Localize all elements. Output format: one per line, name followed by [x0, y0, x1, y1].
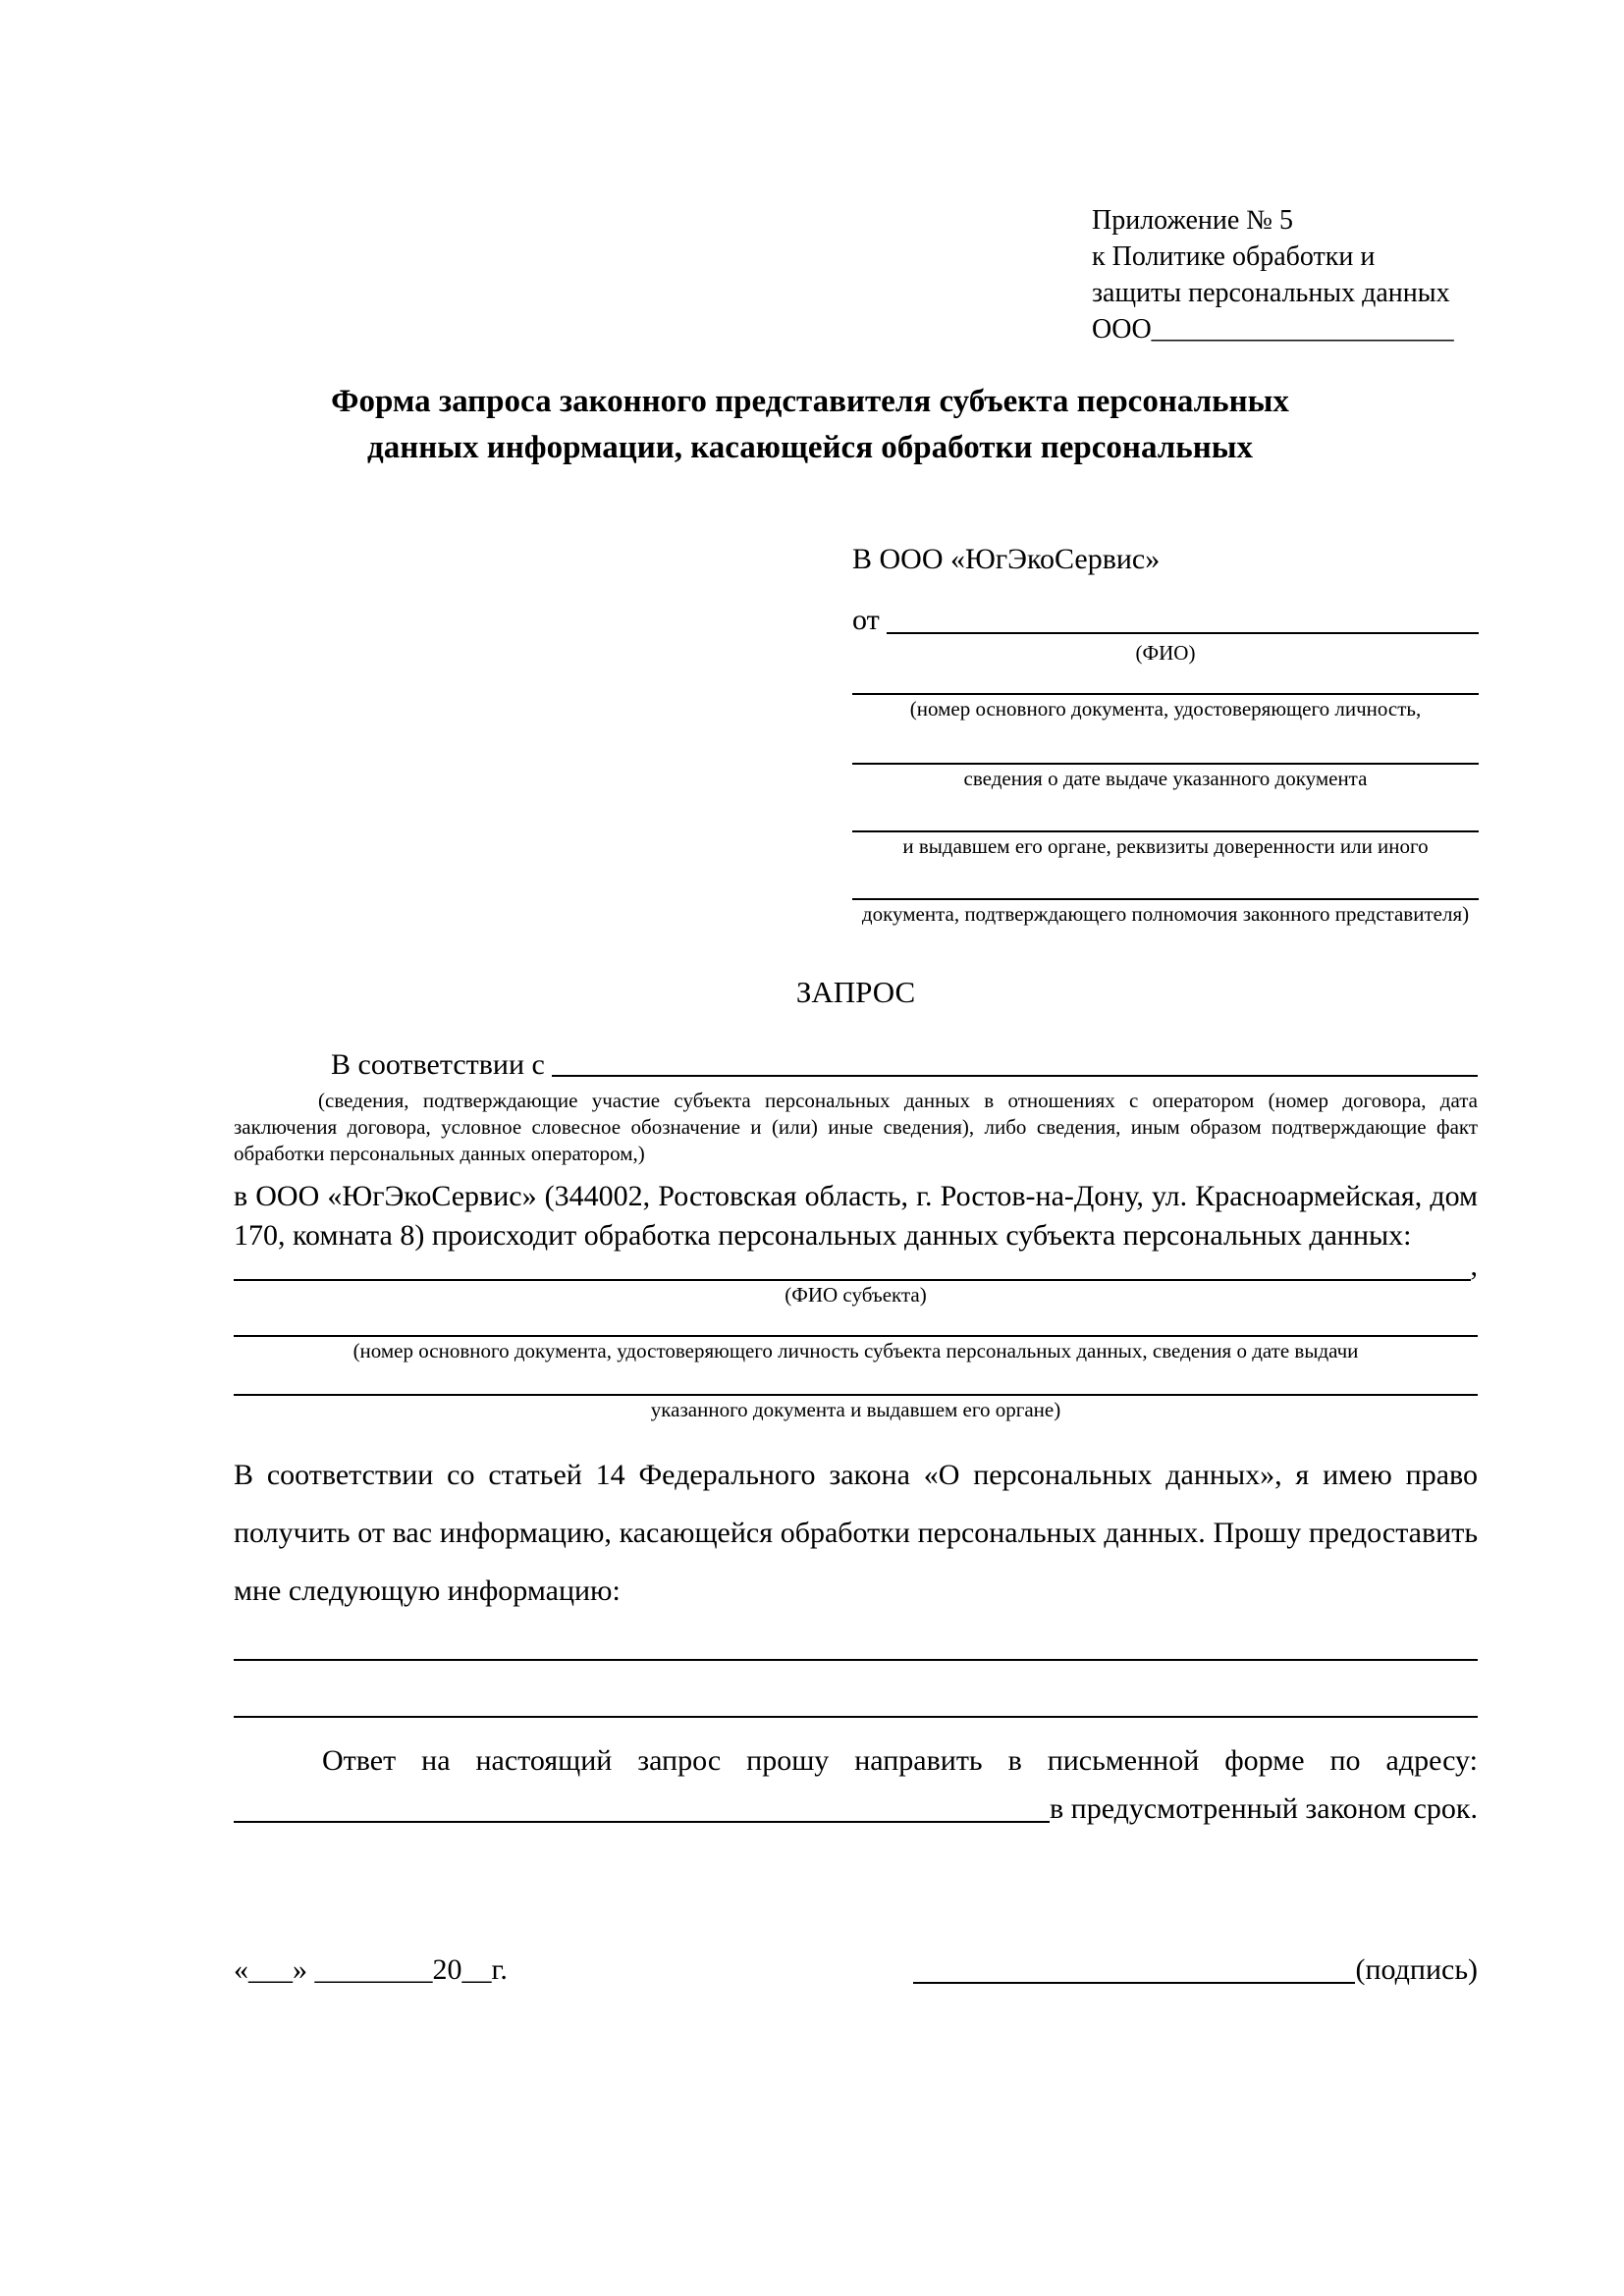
representative-doc-blank-2[interactable]: [852, 721, 1479, 765]
rights-paragraph: В соответствии со статьей 14 Федерального закона «О персональных данных», я имею право получить от вас информацию, касающейся обработки персональных данных. Прошу предоставить мне следующую информацию:: [234, 1459, 1478, 1607]
basis-label: В соответствии с: [331, 1048, 553, 1081]
representative-doc-blank-4[interactable]: [852, 859, 1479, 900]
basis-fine-print: (сведения, подтверждающие участие субъекта персональных данных в отношениях с оператором (номер договора, дата заключения договора, условное словесное обозначение и (или) иные сведения), либо сведения, иным образом подтверждающие факт обработки персональных данных оператором,): [234, 1089, 1478, 1165]
response-address-blank-line[interactable]: [234, 1821, 1050, 1823]
basis-blank-line[interactable]: [552, 1075, 1478, 1077]
subject-doc-caption-1: (номер основного документа, удостоверяющего личность субъекта персональных данных, сведения о дате выдачи: [352, 1339, 1359, 1362]
representative-doc-blank-1[interactable]: [852, 666, 1479, 695]
request-heading: ЗАПРОС: [795, 975, 916, 1009]
signature-caption: (подпись): [1355, 1953, 1478, 1986]
basis-field-row: [234, 1037, 1478, 1082]
requested-info-blank-2[interactable]: [234, 1716, 1478, 1718]
representative-doc-caption-3: и выдавшем его органе, реквизиты доверенности или иного: [902, 834, 1429, 858]
subject-doc-blank-1[interactable]: [234, 1335, 1478, 1337]
from-label: от: [852, 604, 888, 636]
representative-doc-blank-3[interactable]: [852, 791, 1479, 832]
subject-name-row: [234, 1250, 1478, 1282]
footer-row: [234, 1951, 1478, 1989]
subject-name-blank-line[interactable]: [234, 1279, 1471, 1281]
representative-doc-caption-2: сведения о дате выдаче указанного документа: [963, 767, 1368, 790]
representative-doc-caption-1: (номер основного документа, удостоверяющего личность,: [909, 697, 1422, 721]
subject-name-comma: ,: [1470, 1250, 1478, 1282]
appendix-company-blank[interactable]: ООО______________________: [1092, 314, 1454, 345]
representative-doc-caption-4: документа, подтверждающего полномочия законного представителя): [861, 902, 1470, 926]
requested-info-blank-1[interactable]: [234, 1659, 1478, 1661]
response-paragraph: Ответ на настоящий запрос прошу направить в письменной форме по адресу:: [322, 1744, 1478, 1777]
subject-doc-caption-2: указанного документа и выдавшем его органе): [650, 1398, 1061, 1421]
operator-paragraph: в ООО «ЮгЭкоСервис» (344002, Ростовская область, г. Ростов-на-Дону, ул. Красноармейская, дом 170, комната 8) происходит обработка персональных данных субъекта персональных данных:: [234, 1180, 1478, 1252]
addressee-block: [852, 541, 1479, 927]
signature-blank-line[interactable]: [913, 1982, 1355, 1984]
fio-caption: (ФИО): [1135, 641, 1196, 665]
response-address-row: [234, 1785, 1478, 1826]
subject-name-caption: (ФИО субъекта): [785, 1283, 927, 1307]
appendix-block: [1092, 202, 1514, 347]
appendix-line-2: к Политике обработки и: [1092, 241, 1376, 272]
from-blank-line[interactable]: [887, 632, 1479, 634]
appendix-line-1: Приложение № 5: [1092, 205, 1293, 236]
title-line-2: данных информации, касающейся обработки персональных: [367, 430, 1253, 465]
request-body: [234, 1037, 1478, 1826]
addressee-to: В ООО «ЮгЭкоСервис»: [852, 543, 1161, 575]
title-line-1: Форма запроса законного представителя субъекта персональных: [331, 384, 1289, 419]
appendix-line-3: защиты персональных данных: [1092, 278, 1450, 308]
document-title: [147, 379, 1473, 471]
date-field[interactable]: «___» ________20__г.: [234, 1953, 508, 1986]
response-deadline-text: в предусмотренный законом срок.: [1050, 1792, 1478, 1825]
from-field-row: [852, 602, 1479, 639]
subject-doc-blank-2[interactable]: [234, 1394, 1478, 1396]
signature-field: [913, 1951, 1478, 1989]
